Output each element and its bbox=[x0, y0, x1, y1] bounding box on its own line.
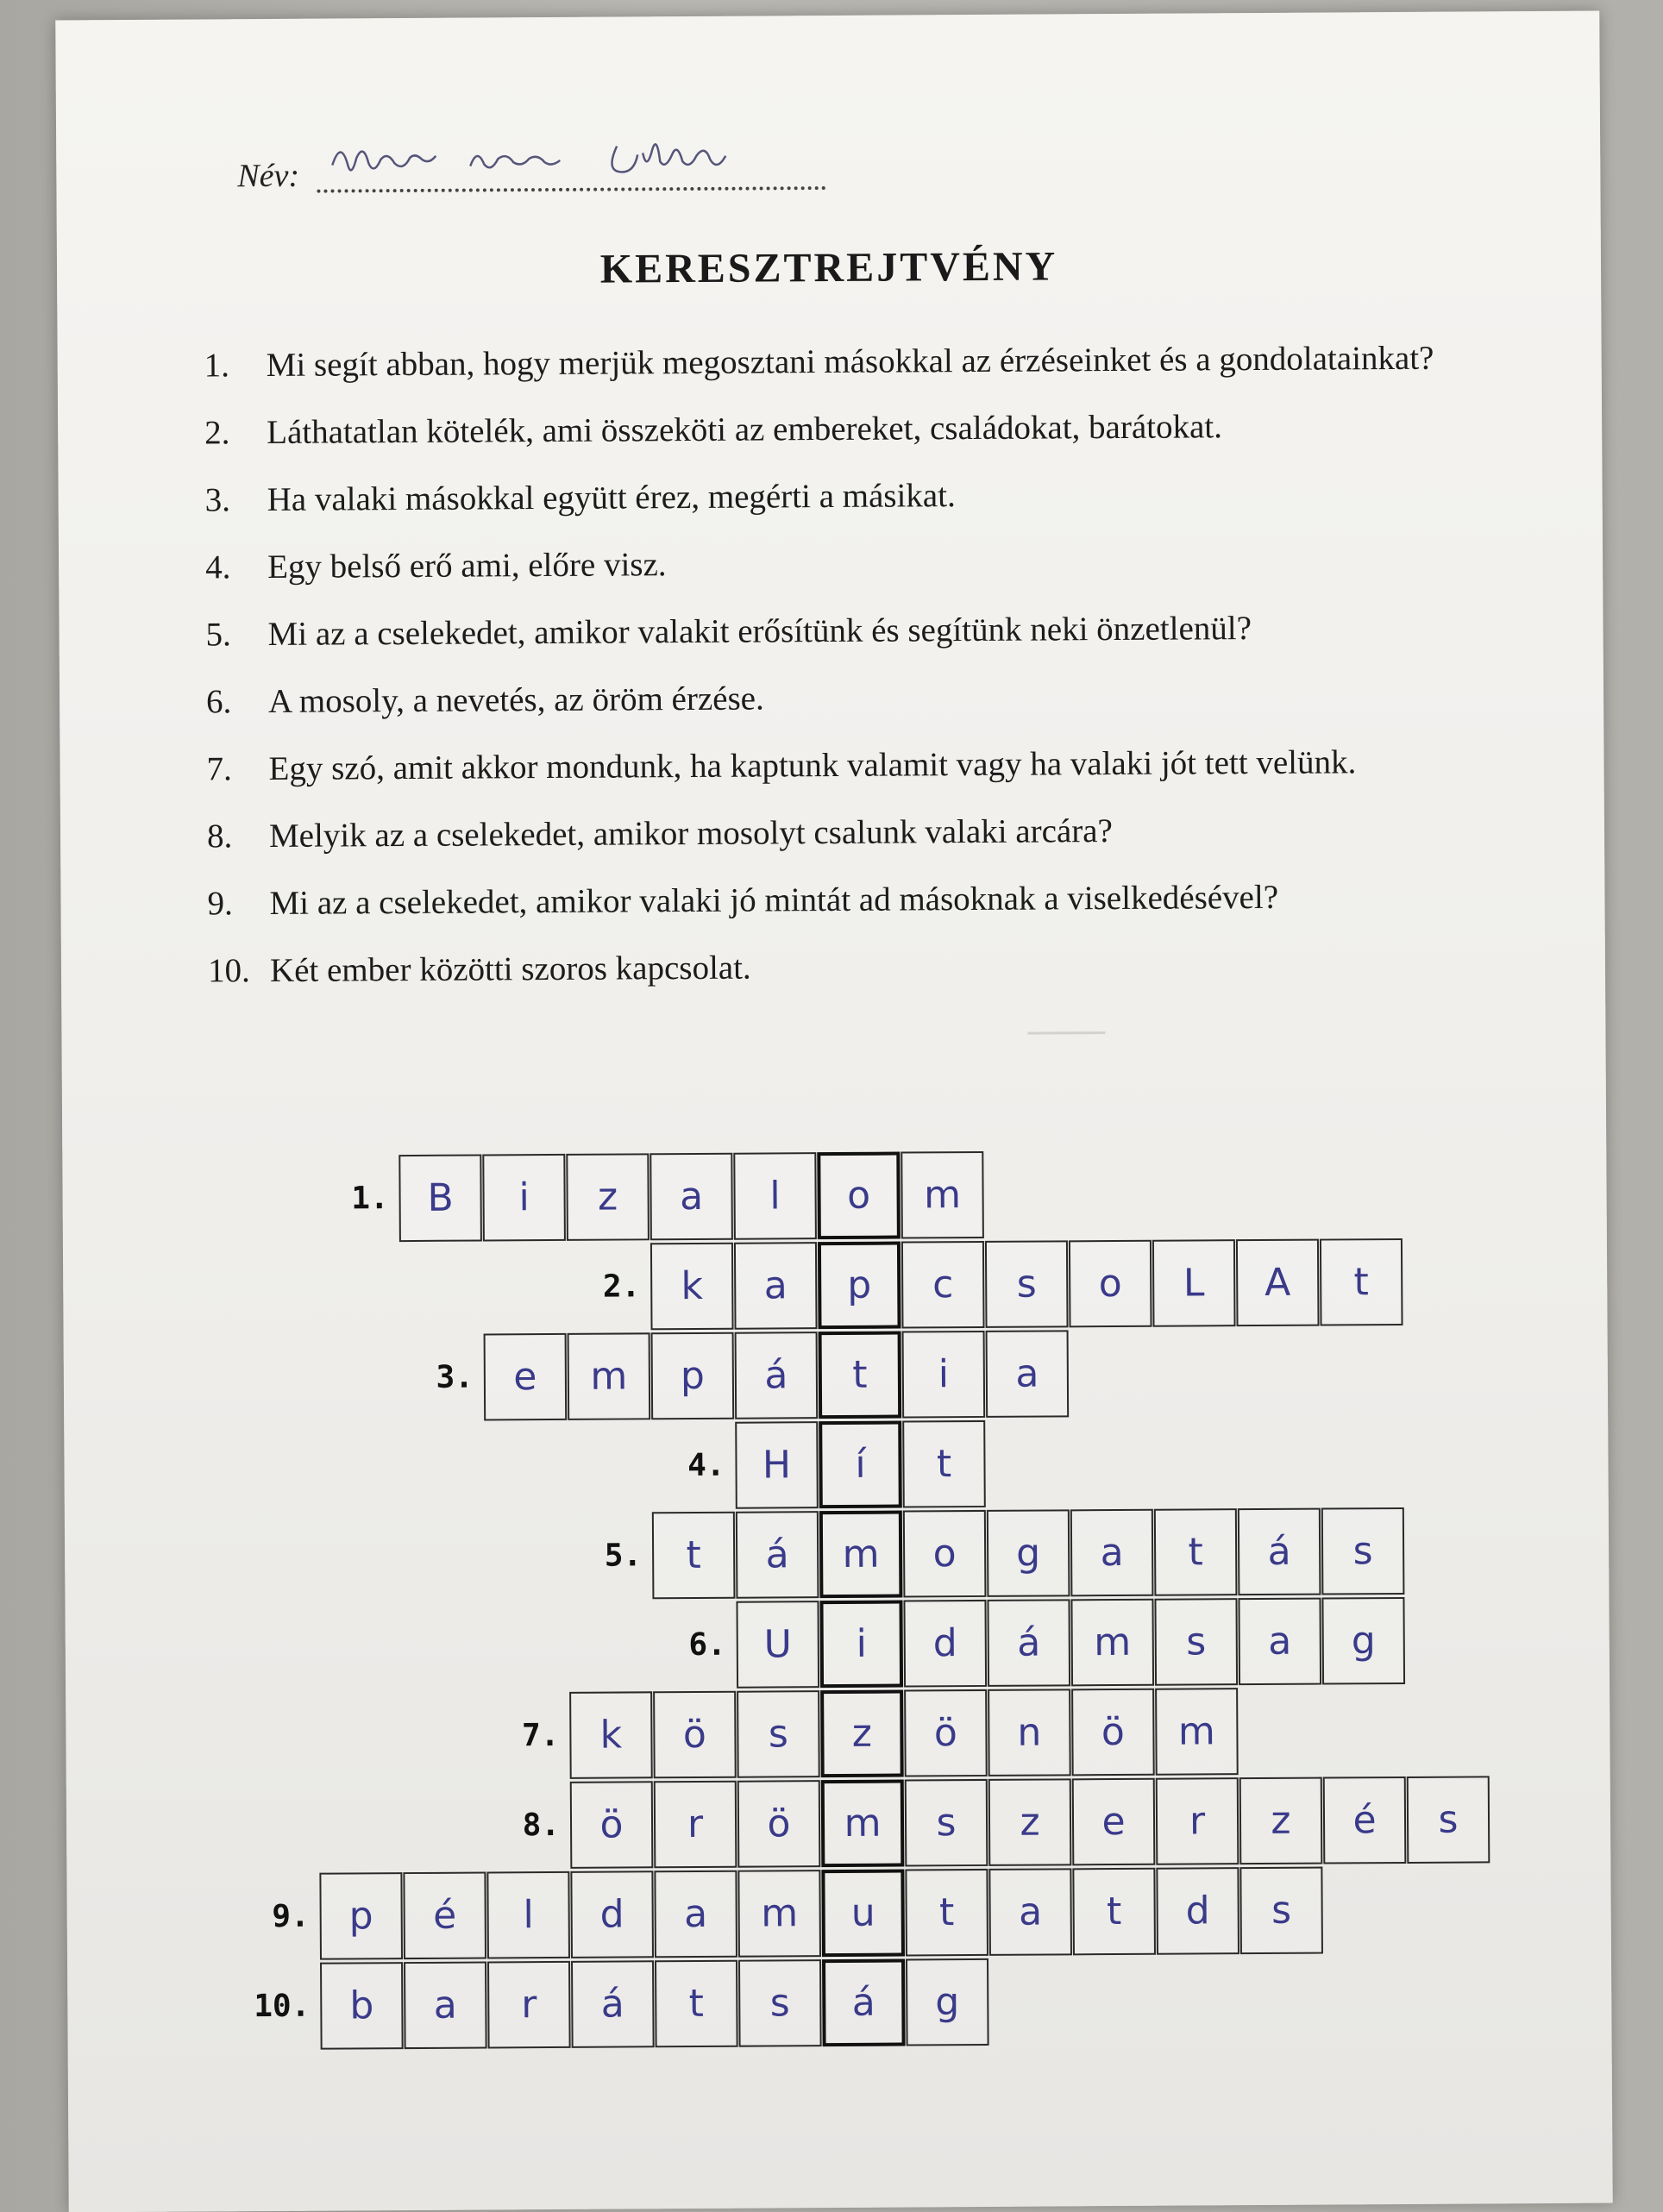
crossword-cell[interactable] bbox=[736, 1511, 819, 1599]
handwritten-letter: B bbox=[400, 1156, 480, 1241]
handwritten-letter: s bbox=[740, 1961, 820, 2046]
crossword-solution-cell[interactable] bbox=[819, 1511, 903, 1599]
crossword-cell[interactable] bbox=[403, 1871, 486, 1959]
crossword-cell[interactable] bbox=[904, 1689, 988, 1777]
crossword-cell[interactable] bbox=[901, 1241, 985, 1329]
handwritten-letter: á bbox=[737, 1513, 818, 1597]
handwritten-letter: U bbox=[737, 1602, 818, 1687]
handwritten-letter: z bbox=[568, 1155, 648, 1239]
crossword-cell[interactable] bbox=[734, 1242, 818, 1330]
crossword-cell[interactable] bbox=[986, 1330, 1070, 1418]
handwritten-letter: a bbox=[405, 1963, 486, 2047]
crossword-cell[interactable] bbox=[1321, 1597, 1405, 1685]
question-text: Egy szó, amit akkor mondunk, ha kaptunk valamit vagy ha valaki jót tett velünk. bbox=[268, 743, 1356, 787]
crossword-cell[interactable] bbox=[735, 1332, 819, 1419]
handwritten-letter: n bbox=[989, 1690, 1070, 1775]
handwritten-letter: k bbox=[652, 1244, 732, 1329]
handwritten-letter: L bbox=[1154, 1241, 1234, 1325]
crossword-cell[interactable] bbox=[737, 1690, 820, 1778]
handwritten-letter: a bbox=[651, 1155, 731, 1239]
crossword-cell[interactable] bbox=[571, 1960, 655, 2048]
crossword-cell[interactable] bbox=[906, 1958, 989, 2046]
crossword-solution-cell[interactable] bbox=[819, 1332, 902, 1419]
crossword-solution-cell[interactable] bbox=[821, 1870, 905, 1958]
crossword-solution-cell[interactable] bbox=[819, 1421, 902, 1509]
crossword-cell[interactable] bbox=[985, 1240, 1069, 1328]
handwritten-letter: d bbox=[1158, 1869, 1238, 1953]
crossword-row-label: 7. bbox=[490, 1718, 559, 1753]
handwritten-letter: l bbox=[735, 1154, 815, 1238]
question-text: Láthatatlan kötelék, ami összeköti az embereket, családokat, barátokat. bbox=[267, 408, 1222, 451]
handwritten-letter: a bbox=[988, 1332, 1068, 1416]
handwritten-letter: a bbox=[990, 1870, 1070, 1954]
crossword-cell[interactable] bbox=[988, 1778, 1072, 1866]
handwritten-letter: m bbox=[1157, 1689, 1237, 1774]
handwritten-letter: p bbox=[821, 1245, 898, 1326]
crossword-cell[interactable] bbox=[651, 1332, 735, 1420]
question-text: Mi az a cselekedet, amikor valaki jó mintát ad másoknak a viselkedésével? bbox=[269, 879, 1278, 922]
handwritten-letter: a bbox=[736, 1244, 816, 1328]
crossword-cell[interactable] bbox=[1070, 1599, 1154, 1687]
crossword-cell[interactable] bbox=[486, 1871, 570, 1959]
handwritten-letter: m bbox=[569, 1334, 650, 1419]
crossword-solution-cell[interactable] bbox=[821, 1780, 905, 1868]
crossword-cell[interactable] bbox=[1320, 1238, 1403, 1326]
question-number: 3. bbox=[204, 473, 230, 528]
handwritten-letter: í bbox=[822, 1425, 899, 1506]
crossword-solution-cell[interactable] bbox=[819, 1601, 903, 1689]
handwritten-letter: t bbox=[1156, 1510, 1236, 1595]
crossword-cell[interactable] bbox=[653, 1691, 737, 1779]
crossword-cell[interactable] bbox=[319, 1872, 403, 1960]
handwritten-letter: k bbox=[571, 1693, 651, 1777]
question-text: Mi az a cselekedet, amikor valakit erősítünk és segítünk neki önzetlenül? bbox=[267, 610, 1252, 653]
crossword-cell[interactable] bbox=[737, 1870, 821, 1958]
handwritten-letter: a bbox=[1072, 1511, 1152, 1595]
crossword-row-label: 2. bbox=[571, 1269, 640, 1304]
crossword-cell[interactable] bbox=[905, 1869, 988, 1957]
handwritten-letter: g bbox=[907, 1960, 988, 2045]
crossword-cell[interactable] bbox=[738, 1959, 822, 2047]
handwritten-letter: m bbox=[825, 1783, 901, 1864]
crossword-solution-cell[interactable] bbox=[817, 1152, 901, 1240]
handwritten-letter: ö bbox=[1073, 1690, 1153, 1775]
handwritten-letter: á bbox=[988, 1601, 1069, 1685]
crossword-cell[interactable] bbox=[735, 1421, 819, 1509]
worksheet-paper bbox=[55, 11, 1612, 2212]
crossword-cell[interactable] bbox=[901, 1151, 984, 1239]
handwritten-letter: l bbox=[488, 1873, 568, 1958]
handwritten-letter: s bbox=[738, 1692, 819, 1776]
handwritten-letter: z bbox=[1241, 1779, 1321, 1864]
handwritten-letter: á bbox=[825, 1963, 902, 2044]
handwritten-letter: ö bbox=[572, 1783, 652, 1867]
handwritten-letter: ö bbox=[739, 1782, 819, 1866]
handwritten-letter: ö bbox=[906, 1691, 986, 1776]
handwritten-letter: e bbox=[486, 1335, 566, 1419]
crossword-solution-cell[interactable] bbox=[818, 1242, 901, 1330]
handwritten-letter: s bbox=[907, 1781, 987, 1865]
handwritten-letter: o bbox=[820, 1156, 897, 1237]
handwritten-letter: s bbox=[1409, 1777, 1489, 1862]
crossword-solution-cell[interactable] bbox=[820, 1690, 904, 1778]
handwritten-letter: r bbox=[656, 1783, 736, 1867]
handwritten-letter: m bbox=[1072, 1601, 1152, 1685]
handwritten-letter: e bbox=[1074, 1780, 1154, 1864]
crossword-cell[interactable] bbox=[1238, 1508, 1321, 1596]
handwritten-letter: s bbox=[1241, 1869, 1321, 1953]
handwritten-letter: r bbox=[1158, 1779, 1238, 1864]
crossword-solution-cell[interactable] bbox=[822, 1959, 906, 2047]
crossword-cell[interactable] bbox=[1407, 1776, 1490, 1864]
handwritten-letter: c bbox=[903, 1243, 983, 1327]
handwritten-letter: t bbox=[907, 1870, 987, 1955]
crossword-cell[interactable] bbox=[737, 1780, 821, 1868]
crossword-cell[interactable] bbox=[398, 1154, 482, 1242]
handwritten-letter: s bbox=[987, 1242, 1067, 1326]
handwritten-letter: o bbox=[1070, 1242, 1151, 1326]
crossword-cell[interactable] bbox=[1321, 1507, 1405, 1595]
crossword-row-label: 5. bbox=[573, 1538, 642, 1573]
handwritten-letter: s bbox=[1156, 1600, 1236, 1684]
crossword-cell[interactable] bbox=[1323, 1776, 1407, 1864]
crossword-cell[interactable] bbox=[905, 1779, 988, 1867]
crossword-cell[interactable] bbox=[1072, 1868, 1156, 1956]
crossword-row-label: 10. bbox=[241, 1989, 310, 2024]
name-label: Név: bbox=[237, 157, 299, 195]
handwritten-letter: t bbox=[904, 1422, 984, 1507]
crossword-cell[interactable] bbox=[1155, 1688, 1239, 1776]
crossword-cell[interactable] bbox=[903, 1600, 987, 1688]
handwritten-letter: t bbox=[1074, 1870, 1154, 1954]
crossword-cell[interactable] bbox=[1154, 1508, 1238, 1596]
handwritten-letter: i bbox=[904, 1332, 984, 1417]
question-number: 5. bbox=[205, 607, 231, 662]
handwritten-letter: m bbox=[902, 1153, 982, 1238]
crossword-cell[interactable] bbox=[1239, 1777, 1323, 1865]
crossword-cell[interactable] bbox=[903, 1510, 987, 1598]
handwritten-letter: z bbox=[990, 1780, 1070, 1864]
crossword-cell[interactable] bbox=[988, 1689, 1071, 1776]
handwritten-letter: p bbox=[321, 1874, 401, 1958]
crossword-cell[interactable] bbox=[568, 1332, 651, 1420]
crossword-row-label: 9. bbox=[241, 1899, 310, 1934]
crossword-cell[interactable] bbox=[570, 1781, 654, 1869]
handwritten-letter: b bbox=[322, 1964, 402, 2048]
question-number: 9. bbox=[207, 876, 233, 931]
question-text: Ha valaki másokkal együtt érez, megérti a másikat. bbox=[267, 477, 956, 518]
handwritten-letter: a bbox=[1239, 1600, 1320, 1684]
crossword-cell[interactable] bbox=[404, 1961, 487, 2049]
crossword-cell[interactable] bbox=[988, 1868, 1072, 1956]
handwritten-letter: t bbox=[1321, 1240, 1402, 1325]
question-number: 6. bbox=[206, 674, 232, 730]
crossword-cell[interactable] bbox=[482, 1154, 566, 1242]
question-number: 1. bbox=[204, 338, 230, 393]
handwritten-letter: H bbox=[737, 1423, 817, 1507]
question-number: 4. bbox=[205, 540, 231, 595]
crossword-cell[interactable] bbox=[1156, 1867, 1239, 1955]
crossword-cell[interactable] bbox=[1239, 1867, 1323, 1955]
crossword-cell[interactable] bbox=[1069, 1240, 1152, 1328]
crossword-grid bbox=[55, 11, 1612, 2212]
crossword-cell[interactable] bbox=[1238, 1598, 1321, 1686]
handwritten-letter: t bbox=[656, 1962, 737, 2046]
handwritten-letter: m bbox=[823, 1514, 900, 1595]
crossword-row-label: 3. bbox=[405, 1360, 474, 1395]
crossword-cell[interactable] bbox=[1236, 1239, 1320, 1327]
handwritten-letter: z bbox=[824, 1694, 901, 1775]
crossword-cell[interactable] bbox=[654, 1781, 737, 1869]
crossword-cell[interactable] bbox=[566, 1153, 650, 1241]
handwritten-letter: é bbox=[1325, 1778, 1405, 1863]
crossword-cell[interactable] bbox=[655, 1960, 738, 2048]
crossword-cell[interactable] bbox=[902, 1420, 986, 1508]
question-text: Egy belső erő ami, előre visz. bbox=[267, 546, 667, 586]
crossword-cell[interactable] bbox=[736, 1601, 819, 1689]
crossword-cell[interactable] bbox=[987, 1509, 1070, 1597]
handwritten-letter: d bbox=[572, 1872, 652, 1957]
crossword-cell[interactable] bbox=[320, 1962, 404, 2050]
handwritten-letter: á bbox=[737, 1333, 817, 1418]
handwritten-letter: á bbox=[1239, 1510, 1320, 1595]
handwritten-letter: r bbox=[489, 1963, 569, 2047]
crossword-cell[interactable] bbox=[569, 1691, 653, 1779]
handwritten-letter: d bbox=[905, 1601, 985, 1686]
crossword-row-label: 1. bbox=[319, 1181, 388, 1216]
crossword-cell[interactable] bbox=[902, 1331, 986, 1419]
crossword-cell[interactable] bbox=[1072, 1778, 1156, 1866]
crossword-row-label: 6. bbox=[657, 1627, 726, 1663]
question-number: 8. bbox=[207, 809, 233, 864]
handwritten-letter: o bbox=[905, 1512, 985, 1596]
crossword-cell[interactable] bbox=[1071, 1689, 1155, 1776]
question-text: Két ember közötti szoros kapcsolat. bbox=[270, 949, 751, 989]
handwritten-letter: t bbox=[822, 1335, 899, 1416]
crossword-row-label: 4. bbox=[656, 1448, 725, 1483]
handwritten-letter: p bbox=[653, 1334, 733, 1419]
crossword-cell[interactable] bbox=[733, 1152, 817, 1240]
crossword-cell[interactable] bbox=[570, 1870, 654, 1958]
crossword-row-label: 8. bbox=[491, 1808, 560, 1843]
crossword-cell[interactable] bbox=[1154, 1598, 1238, 1686]
crossword-cell[interactable] bbox=[987, 1599, 1070, 1687]
crossword-cell[interactable] bbox=[650, 1153, 733, 1241]
handwritten-letter: ö bbox=[655, 1693, 735, 1777]
question-text: Melyik az a cselekedet, amikor mosolyt csalunk valaki arcára? bbox=[269, 812, 1113, 855]
crossword-cell[interactable] bbox=[650, 1243, 734, 1331]
crossword-cell[interactable] bbox=[487, 1961, 571, 2049]
question-number: 10. bbox=[208, 943, 250, 999]
crossword-cell[interactable] bbox=[654, 1870, 737, 1958]
crossword-cell[interactable] bbox=[484, 1333, 568, 1421]
handwritten-letter: s bbox=[1323, 1509, 1403, 1594]
handwritten-letter: g bbox=[988, 1511, 1069, 1595]
handwritten-letter: i bbox=[484, 1156, 564, 1240]
handwritten-letter: é bbox=[405, 1873, 485, 1958]
question-number: 7. bbox=[206, 742, 232, 797]
question-number: 2. bbox=[204, 405, 230, 461]
crossword-cell[interactable] bbox=[652, 1512, 736, 1600]
crossword-cell[interactable] bbox=[1070, 1509, 1154, 1597]
question-text: Mi segít abban, hogy merjük megosztani másokkal az érzéseinket és a gondolatainkat? bbox=[267, 340, 1434, 384]
handwritten-letter: u bbox=[825, 1873, 901, 1954]
handwritten-letter: a bbox=[656, 1872, 736, 1957]
handwritten-letter: A bbox=[1238, 1241, 1318, 1325]
handwritten-letter: m bbox=[739, 1871, 819, 1956]
handwritten-letter: g bbox=[1323, 1599, 1403, 1683]
crossword-cell[interactable] bbox=[1152, 1239, 1236, 1327]
question-text: A mosoly, a nevetés, az öröm érzése. bbox=[268, 680, 764, 720]
handwritten-letter: á bbox=[573, 1962, 653, 2046]
handwritten-letter: t bbox=[654, 1513, 734, 1598]
page-title: KERESZTREJTVÉNY bbox=[57, 240, 1601, 297]
crossword-cell[interactable] bbox=[1156, 1777, 1239, 1865]
handwritten-letter: i bbox=[823, 1604, 900, 1685]
